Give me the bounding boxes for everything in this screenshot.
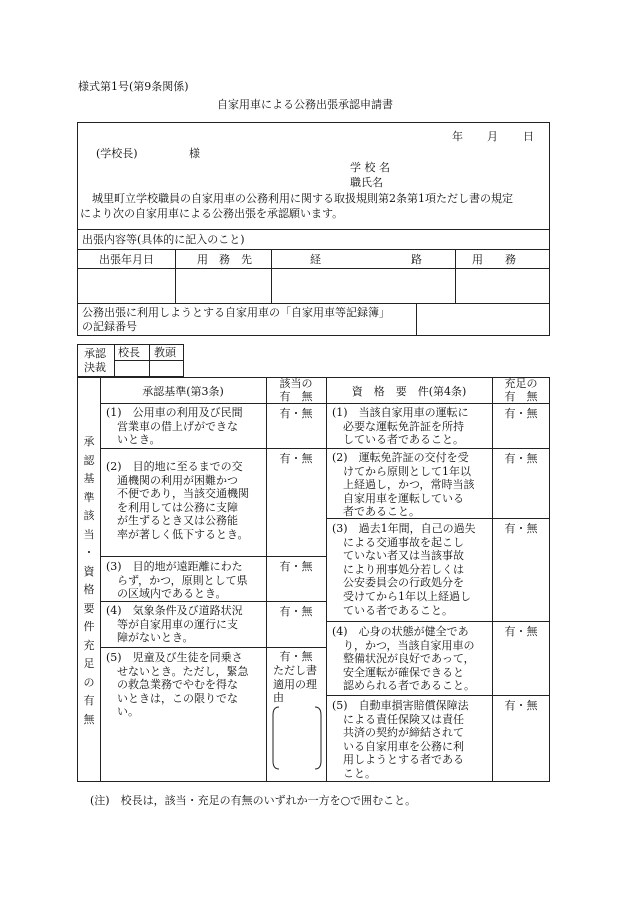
applicable-5-yes-no[interactable]: 有・無 [279, 650, 313, 663]
position-name-label: 職氏名 [350, 176, 383, 189]
col-business: 用 務 [472, 253, 516, 266]
register-label-line1: 公務出張に利用しようとする自家用車の「自家用車等記録簿」 [82, 306, 390, 319]
destination-cell[interactable] [176, 270, 270, 302]
requirement-2: (2) 運転免許証の交付を受 けてから原則として1年以 上経過し，かつ，常時当該 自家用車を運転している 者であること。 [332, 451, 475, 519]
fulfilled-1-yes-no[interactable]: 有・無 [504, 407, 538, 420]
form-number: 様式第1号(第9条関係) [78, 80, 189, 93]
col-route-1: 経 [310, 253, 321, 266]
trip-date-cell[interactable] [78, 270, 174, 302]
fulfilled-5-yes-no[interactable]: 有・無 [504, 699, 538, 712]
form-title: 自家用車による公務出張承認申請書 [217, 98, 393, 111]
vice-principal-seal-cell[interactable] [150, 361, 183, 376]
principal-label: 校長 [118, 346, 140, 359]
header-fulfilled-2: 有 無 [504, 390, 538, 403]
standard-2: (2) 目的地に至るまでの交 通機関の利用が困難かつ 不便であり，当該交通機関 を利用しては公務に支障 が生ずるとき又は公務能 率が著しく低下するとき。 [106, 460, 249, 541]
approval-label-1: 承認 [84, 347, 106, 360]
fulfilled-3-yes-no[interactable]: 有・無 [504, 522, 538, 535]
header-applicable-1: 該当の [279, 377, 313, 390]
col-destination: 用 務 先 [197, 253, 252, 266]
request-text-line1: 城里町立学校職員の自家用車の公務利用に関する取扱規則第2条第1項ただし書の規定 [92, 192, 513, 205]
standard-3: (3) 目的地が遠距離にわた らず，かつ，原則として県 の区域内であるとき。 [106, 560, 248, 601]
criteria-side-label: 承 認 基 準 該 当 ・ 資 格 要 件 充 足 の 有 無 [83, 435, 95, 726]
col-route-2: 路 [411, 253, 422, 266]
applicable-1-yes-no[interactable]: 有・無 [279, 407, 313, 420]
fulfilled-4-yes-no[interactable]: 有・無 [504, 625, 538, 638]
business-cell[interactable] [456, 270, 549, 302]
footnote: (注) 校長は，該当・充足の有無のいずれか一方を○で囲むこと。 [90, 794, 417, 807]
requirement-3: (3) 過去1年間，自己の過失 による交通事故を起こし ていない者又は当該事故 により刑事処分若しくは 公安委員会の行政処分を 受けてから1年以上経過し ている者であること。 [332, 522, 476, 617]
requirement-1: (1) 当該自家用車の運転に 必要な運転免許証を所持 している者であること。 [332, 406, 469, 447]
standard-4: (4) 気象条件及び道路状況 等が自家用車の運行に支 障がないとき。 [106, 604, 243, 645]
applicable-2-yes-no[interactable]: 有・無 [279, 452, 313, 465]
date-month: 月 [487, 130, 498, 143]
standard-5: (5) 児童及び生徒を同乗さ せないとき。ただし，緊急 の救急業務でやむを得な いときは，この限りでな い。 [106, 651, 249, 719]
school-name-label: 学 校 名 [350, 161, 390, 174]
proviso-reason-bracket[interactable] [270, 705, 324, 771]
trip-content-label: 出張内容等(具体的に記入のこと) [82, 233, 245, 246]
date-day: 日 [523, 130, 534, 143]
vice-principal-label: 教頭 [154, 346, 176, 359]
header-requirements: 資 格 要 件(第4条) [351, 385, 467, 398]
date-year: 年 [452, 130, 463, 143]
fulfilled-2-yes-no[interactable]: 有・無 [504, 452, 538, 465]
applicable-3-yes-no[interactable]: 有・無 [279, 560, 313, 573]
request-text-line2: により次の自家用車による公務出張を承認願います。 [80, 207, 344, 220]
requirement-4: (4) 心身の状態が健全であ り，かつ，当該自家用車の 整備状況が良好であって， 安全運転が確保できると 認められる者であること。 [332, 625, 475, 693]
standard-1: (1) 公用車の利用及び民間 営業車の借上げができな いとき。 [106, 406, 243, 447]
register-number-cell[interactable] [417, 304, 549, 335]
proviso-reason-label: ただし書 適用の理 由 [273, 664, 317, 705]
requirement-5: (5) 自動車損害賠償保障法 による責任保険又は責任 共済の契約が締結されて いる自家用車を公務に利 用しようとする者である こと。 [332, 699, 469, 780]
applicable-4-yes-no[interactable]: 有・無 [279, 605, 313, 618]
header-standard: 承認基準(第3条) [142, 385, 224, 398]
principal-seal-cell[interactable] [115, 361, 148, 376]
header-applicable-2: 有 無 [279, 390, 313, 403]
addressee-honorific: 様 [189, 147, 200, 160]
approval-label-2: 決裁 [84, 361, 106, 374]
register-label-line2: の記録番号 [82, 320, 137, 333]
col-trip-date: 出張年月日 [99, 253, 154, 266]
route-cell[interactable] [272, 270, 454, 302]
addressee: (学校長) [96, 147, 138, 160]
header-fulfilled-1: 充足の [504, 377, 538, 390]
